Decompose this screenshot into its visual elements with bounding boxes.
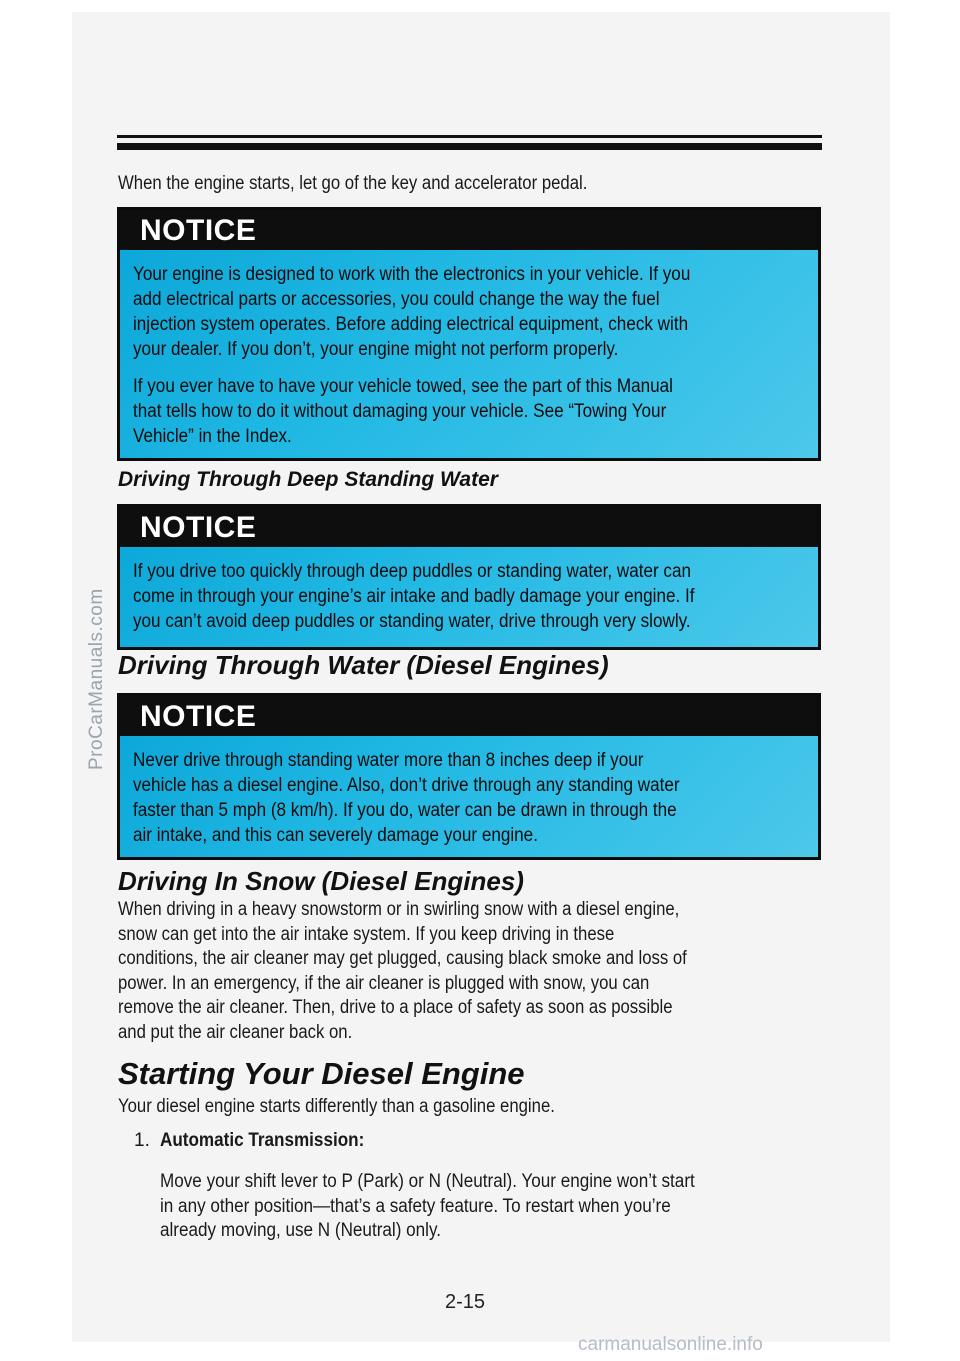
text-line: remove the air cleaner. Then, drive to a place of safety as soon as possible	[118, 997, 673, 1019]
notice-paragraph	[133, 262, 817, 362]
notice-box-deep-water	[117, 504, 821, 650]
notice-heading: NOTICE	[120, 507, 818, 547]
notice-box-diesel-water	[117, 693, 821, 860]
notice-line: faster than 5 mph (8 km/h). If you do, water can be drawn in through the	[133, 800, 677, 821]
section-heading-snow: Driving In Snow (Diesel Engines)	[118, 866, 524, 896]
section-heading-starting: Starting Your Diesel Engine	[118, 1056, 525, 1091]
section-heading-diesel-water: Driving Through Water (Diesel Engines)	[118, 650, 609, 680]
notice-line: If you drive too quickly through deep puddles or standing water, water can	[133, 561, 691, 582]
notice-line: you can’t avoid deep puddles or standing water, drive through very slowly.	[133, 611, 691, 632]
side-watermark: ProCarManuals.com	[86, 588, 107, 770]
notice-line: Your engine is designed to work with the electronics in your vehicle. If you	[133, 264, 691, 285]
text-line: Move your shift lever to P (Park) or N (Neutral). Your engine won’t start	[160, 1171, 695, 1192]
notice-heading: NOTICE	[120, 210, 818, 250]
notice-line: If you ever have to have your vehicle towed, see the part of this Manual	[133, 376, 673, 397]
notice-line: air intake, and this can severely damage your engine.	[133, 825, 538, 846]
notice-paragraph	[133, 748, 817, 848]
step-1-body	[160, 1170, 745, 1244]
notice-paragraph	[133, 374, 817, 449]
text-line: already moving, use N (Neutral) only.	[160, 1220, 442, 1242]
text-line: power. In an emergency, if the air cleaner is plugged with snow, you can	[118, 972, 650, 994]
notice-line: come in through your engine’s air intake and badly damage your engine. If	[133, 586, 695, 607]
section-heading-deep-water: Driving Through Deep Standing Water	[118, 468, 498, 491]
notice-line: that tells how to do it without damaging your vehicle. See “Towing Your	[133, 401, 667, 422]
text-line: When driving in a heavy snowstorm or in swirling snow with a diesel engine,	[118, 899, 680, 920]
step-number: 1.	[134, 1130, 150, 1151]
starting-intro: Your diesel engine starts differently than a gasoline engine.	[118, 1096, 555, 1117]
notice-line: Vehicle” in the Index.	[133, 426, 292, 447]
page-number: 2-15	[444, 1291, 486, 1313]
text-line: and put the air cleaner back on.	[118, 1021, 353, 1043]
notice-line: vehicle has a diesel engine. Also, don’t drive through any standing water	[133, 775, 680, 796]
header-rule-thin	[117, 135, 822, 138]
notice-heading: NOTICE	[120, 696, 818, 736]
notice-box-electronics	[117, 207, 821, 461]
bottom-watermark: carmanualsonline.info	[578, 1334, 763, 1355]
step-label: Automatic Transmission:	[160, 1130, 365, 1151]
text-line: in any other position—that’s a safety feature. To restart when you’re	[160, 1195, 671, 1217]
snow-paragraph	[118, 898, 734, 1046]
notice-line: add electrical parts or accessories, you could change the way the fuel	[133, 289, 660, 310]
intro-text: When the engine starts, let go of the key and accelerator pedal.	[118, 173, 588, 194]
notice-paragraph	[133, 559, 817, 634]
text-line: snow can get into the air intake system. If you keep driving in these	[118, 923, 615, 945]
step-1-heading	[134, 1129, 814, 1154]
notice-line: your dealer. If you don’t, your engine might not perform properly.	[133, 339, 619, 360]
notice-line: injection system operates. Before adding electrical equipment, check with	[133, 314, 689, 335]
text-line: conditions, the air cleaner may get plugged, causing black smoke and loss of	[118, 948, 687, 970]
header-rule-thick	[117, 143, 822, 150]
notice-line: Never drive through standing water more than 8 inches deep if your	[133, 750, 644, 771]
